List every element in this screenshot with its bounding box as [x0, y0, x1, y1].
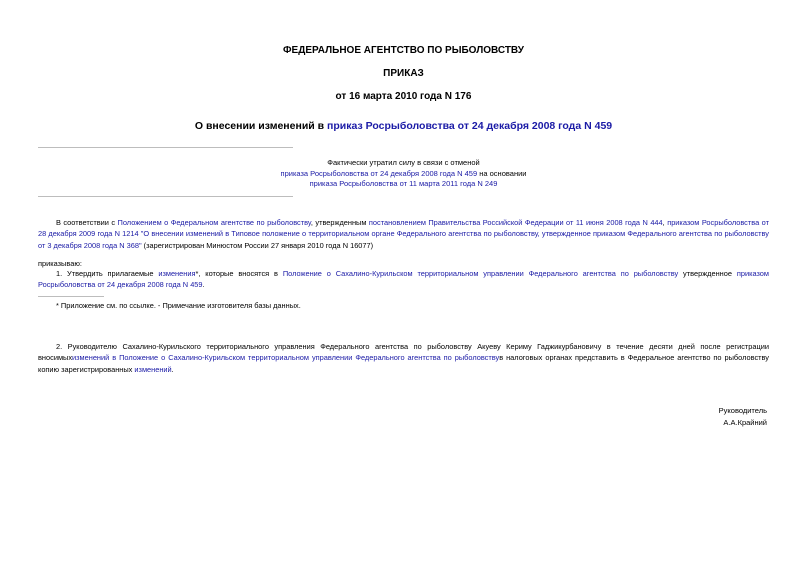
p2-link-regulation[interactable]: Положение о Сахалино-Курильском территориальном управлении Федерального агентства по рыболовству [282, 269, 679, 278]
p1-link-decree[interactable]: постановлением Правительства Российской Федерации от 11 июня 2008 года N 444 [368, 218, 663, 227]
status-note-line3 [236, 179, 571, 190]
subject-link[interactable]: приказ Росрыболовства от 24 декабря 2008 года N 459 [327, 120, 613, 132]
order-word: приказываю: [38, 259, 82, 268]
agency-title: ФЕДЕРАЛЬНОЕ АГЕНТСТВО ПО РЫБОЛОВСТВУ [283, 45, 524, 56]
p2-text-1: 1. Утвердить прилагаемые [56, 269, 159, 278]
p3-text-3: . [171, 364, 174, 374]
paragraph-item-2 [38, 341, 769, 375]
divider-top [38, 147, 293, 148]
document-type: ПРИКАЗ [383, 68, 424, 79]
p2-link-order[interactable]: приказом Росрыболовства от 24 декабря 2008 года N 459 [38, 269, 769, 290]
footnote: * Приложение см. по ссылке. - Примечание изготовителя базы данных. [56, 301, 301, 310]
status-note-mid: на основании [477, 168, 527, 178]
signature-position: Руководитель [718, 406, 767, 415]
paragraph-item-1 [38, 268, 769, 291]
status-note-line1: Фактически утратил силу в связи с отменой [327, 158, 480, 167]
p2-link-changes[interactable]: изменения [158, 269, 196, 278]
subject-prefix: О внесении изменений в [194, 120, 328, 132]
p2-text-2: *, которые вносятся в [195, 269, 283, 278]
status-note-link-basis[interactable]: приказа Росрыболовства от 11 марта 2011 года N 249 [309, 179, 498, 188]
status-note-line2 [236, 169, 571, 180]
p1-text-3: , [662, 218, 668, 227]
footnote-divider [38, 296, 104, 297]
signature-block [719, 405, 767, 428]
p1-text-2: , утвержденным [310, 218, 369, 227]
p1-text-1: В соответствии с [56, 218, 118, 227]
divider-bottom [38, 196, 293, 197]
p2-text-4: . [202, 280, 205, 290]
document-subject [0, 120, 807, 132]
status-note-link-cancel[interactable]: приказа Росрыболовства от 24 декабря 2008 года N 459 [280, 168, 478, 178]
document-date-number: от 16 марта 2010 года N 176 [335, 91, 472, 102]
p2-text-3: утвержденное [678, 269, 737, 278]
p3-link-changes[interactable]: изменений [134, 364, 172, 374]
p3-text-1: 2. Руководителю Сахалино-Курильского территориального управления Федерального агентства по рыболовству Акуеву Кериму Гаджикурбановичу в течение десяти дней после регистрации вносимых [38, 342, 769, 363]
signature-name: А.А.Крайний [723, 417, 767, 427]
p3-link-changes-regulation[interactable]: изменений в Положение о Сахалино-Курильском территориальном управлении Федерального агентства по рыболовству [72, 353, 500, 363]
p1-text-4: (зарегистрирован Минюстом России 27 января 2010 года N 16077) [141, 240, 374, 250]
paragraph-preamble [38, 217, 769, 251]
p1-link-order[interactable]: приказом Росрыболовства от 28 декабря 2009 года N 1214 "О внесении изменений в Типовое положение о территориальном органе Федерального агентства по рыболовству, утвержденное приказом Федерального агентства по рыболовству от 3 декабря 2008 года N 368" [38, 218, 770, 250]
p1-link-regulation[interactable]: Положением о Федеральном агентстве по рыболовству [117, 218, 311, 227]
status-note [236, 158, 571, 190]
p3-text-2: в налоговых органах представить в Федеральное агентство по рыболовству копию зарегистрированных [38, 353, 769, 374]
